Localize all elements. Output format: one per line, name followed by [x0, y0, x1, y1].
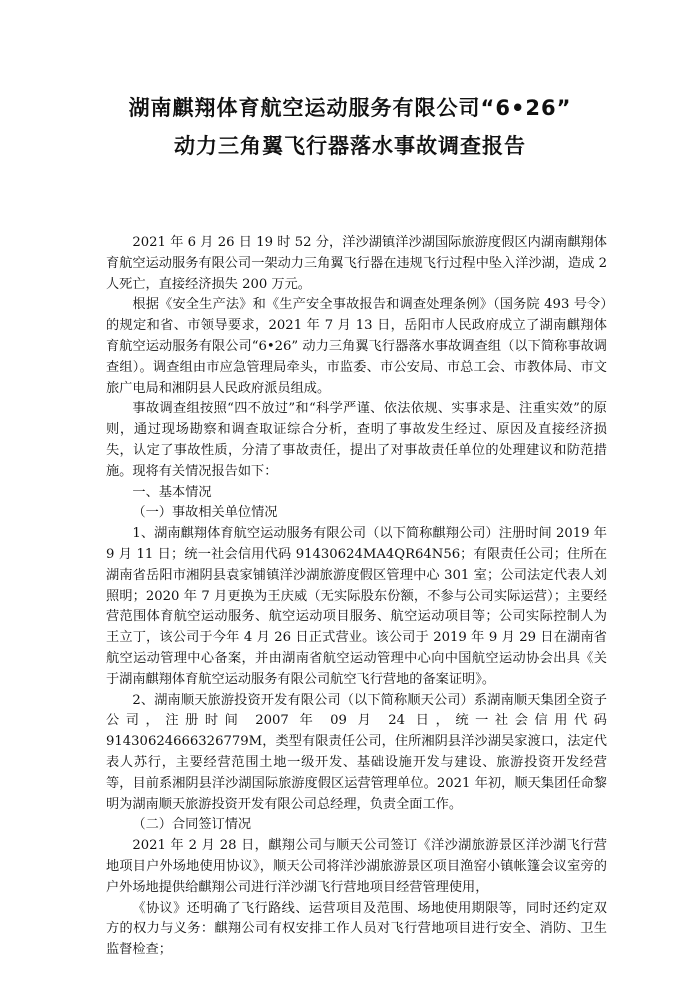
- subsection-heading-related-units: （一）事故相关单位情况: [132, 505, 278, 521]
- subsection-heading-contract: （二）合同签订情况: [132, 817, 252, 833]
- paragraph-accident-summary: 2021 年 6 月 26 日 19 时 52 分，洋沙湖镇洋沙湖国际旅游度假区内湖南麒翔体育航空运动服务有限公司一架动力三角翼飞行器在违规飞行过程中坠入洋沙湖，造成 2 人死亡，直接经济损失 200 万元。: [106, 235, 607, 292]
- report-title-line-2: 动力三角翼飞行器落水事故调查报告: [174, 134, 526, 158]
- paragraph-shuntian-company: 2、湖南顺天旅游投资开发有限公司（以下简称顺天公司）系湖南顺天集团全资子公司，注册时间 2007 年 09 月 24 日，统一社会信用代码 91430624666326779M，类型有限责任公司，住所湘阴县洋沙湖吴家渡口，法定代表人苏行，主要经营范围土地一级开发、基础设施开发与建设、旅游投资开发经营等，目前系湘阴县洋沙湖国际旅游度假区运营管理单位。2021 年初，顺天集团任命黎明为湖南顺天旅游投资开发有限公司总经理，负责全面工作。: [106, 692, 607, 812]
- paragraph-qixiang-company: 1、湖南麒翔体育航空运动服务有限公司（以下简称麒翔公司）注册时间 2019 年 9 月 11 日；统一社会信用代码 91430624MA4QR64N56；有限责任公司；住所在湖南省岳阳市湘阴县袁家铺镇洋沙湖旅游度假区管理中心 301 室；公司法定代表人刘照明；2020 年 7 月更换为王庆威（无实际股东份额，不参与公司实际运营）；主要经营范围体育航空运动服务、航空运动项目服务、航空运动项目等；公司实际控制人为王立丁，该公司于今年 4 月 26 日正式营业。该公司于 2019 年 9 月 29 日在湖南省航空运动管理中心备案，并由湖南省航空运动管理中心向中国航空运动协会出具《关于湖南麒翔体育航空运动服务有限公司航空飞行营地的备案证明》。: [106, 526, 607, 687]
- paragraph-agreement-terms: 《协议》还明确了飞行路线、运营项目及范围、场地使用期限等，同时还约定双方的权力与义务：麒翔公司有权安排工作人员对飞行营地项目进行安全、消防、卫生监督检查；: [106, 900, 607, 958]
- report-body: [106, 233, 607, 961]
- paragraph-investigation-team: 根据《安全生产法》和《生产安全事故报告和调查处理条例》（国务院 493 号令）的规定和省、市领导要求，2021 年 7 月 13 日，岳阳市人民政府成立了湖南麒翔体育航空运动服务有限公司“6•26” 动力三角翼飞行器落水事故调查组（以下简称事故调查组）。调查组由市应急管理局牵头，市监委、市公安局、市总工会、市教体局、市文旅广电局和湘阴县人民政府派员组成。: [106, 297, 607, 396]
- section-heading-basic-info: 一、基本情况: [132, 484, 212, 500]
- paragraph-investigation-principles: 事故调查组按照“四不放过”和“科学严谨、依法依规、实事求是、注重实效”的原则，通过现场勘察和调查取证综合分析，查明了事故发生经过、原因及直接经济损失，认定了事故性质，分清了事故责任，提出了对事故责任单位的处理建议和防范措施。现将有关情况报告如下：: [106, 401, 607, 479]
- paragraph-contract-signing: 2021 年 2 月 28 日，麒翔公司与顺天公司签订《洋沙湖旅游景区洋沙湖飞行营地项目户外场地使用协议》，顺天公司将洋沙湖旅游景区项目渔窑小镇帐篷会议室旁的户外场地提供给麒翔公司进行洋沙湖飞行营地项目经营管理使用，: [106, 838, 607, 895]
- report-title-line-1: 湖南麒翔体育航空运动服务有限公司“6•26”: [128, 96, 572, 120]
